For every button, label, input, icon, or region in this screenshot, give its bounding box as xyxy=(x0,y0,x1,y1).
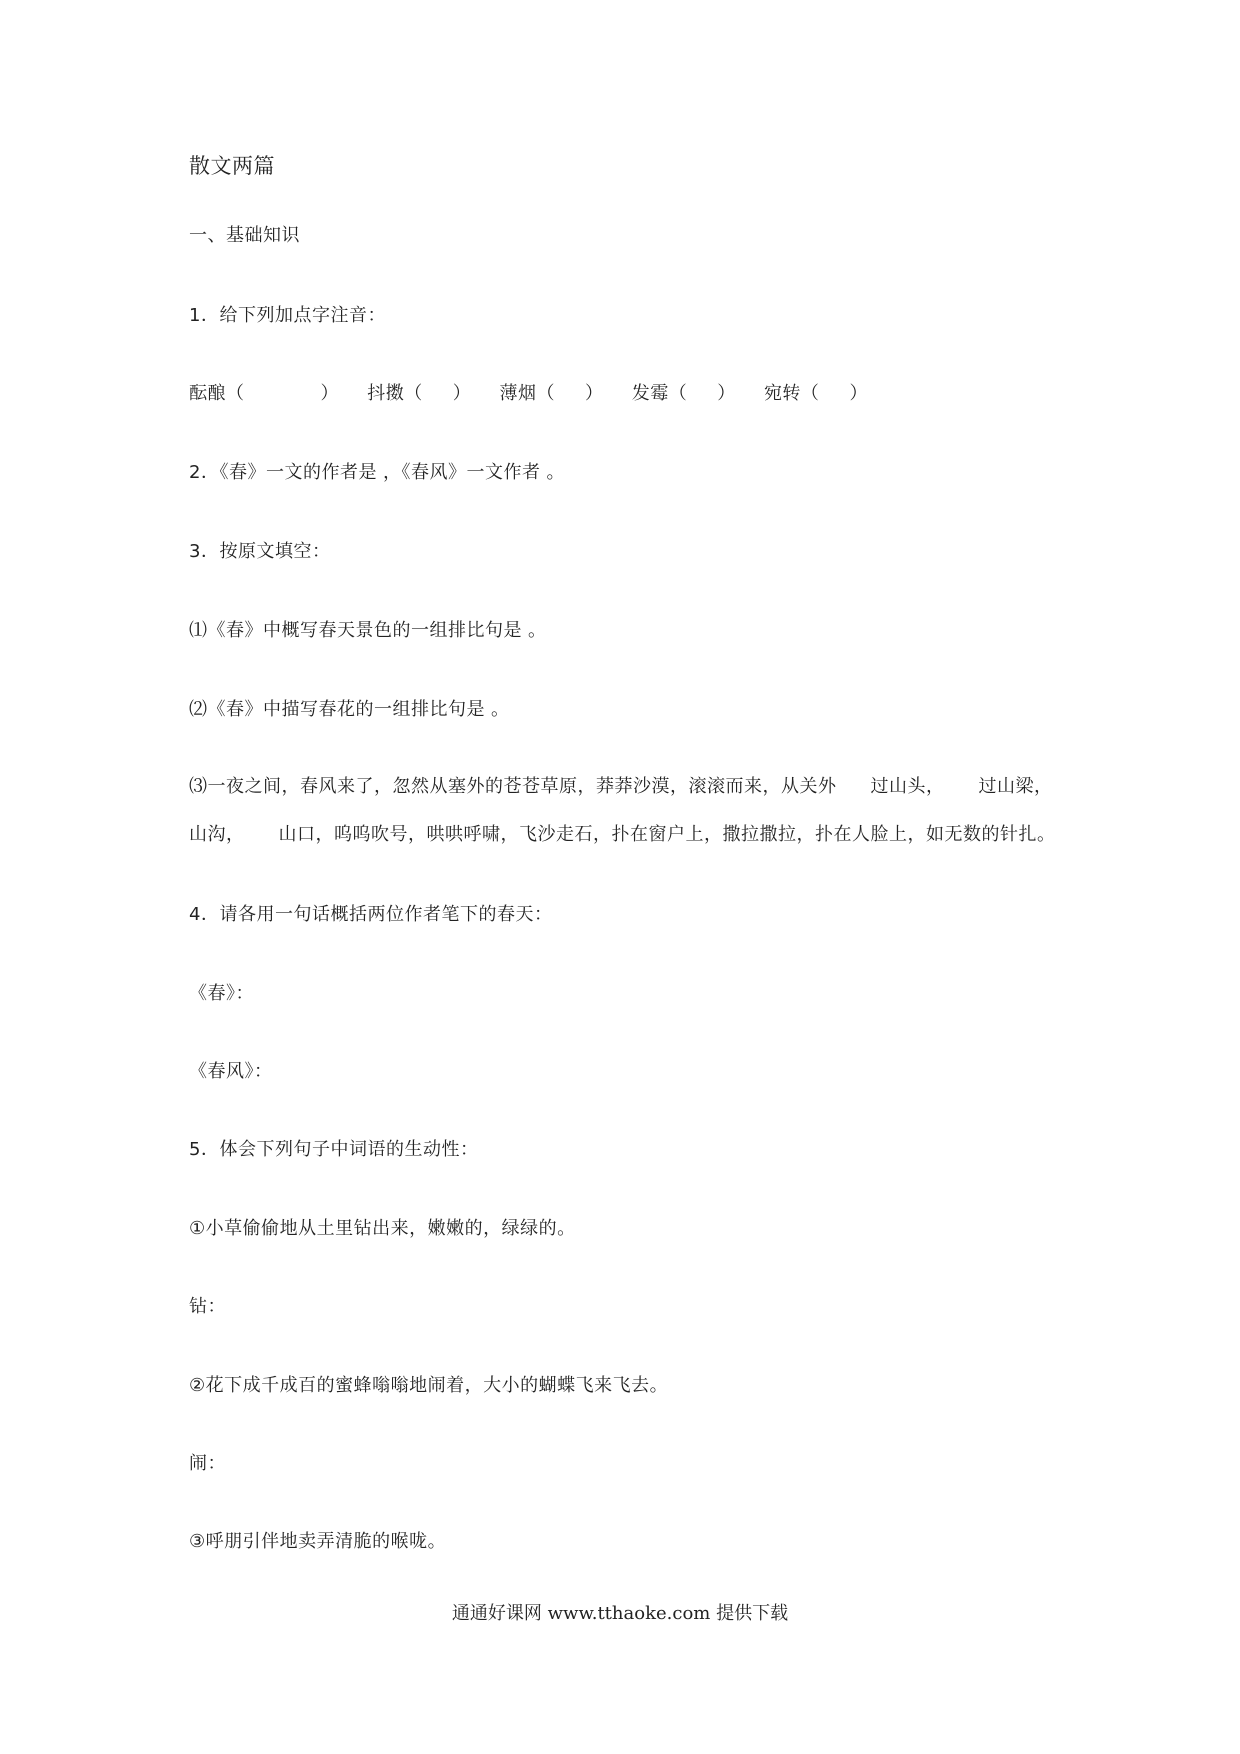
question-3-sub3-line1 xyxy=(189,775,1053,799)
section-heading-basics: 一、基础知识 xyxy=(189,225,300,246)
question-3-sub1-end: 。 xyxy=(528,620,547,641)
phonetic-item-word: 宛转（ xyxy=(763,383,820,404)
question-3-sub3-text-c: 过山梁， xyxy=(978,776,1053,797)
question-2 xyxy=(189,461,565,485)
question-5-prompt: 5．体会下列句子中词语的生动性： xyxy=(189,1139,479,1160)
phonetic-item-word: 薄烟（ xyxy=(499,383,555,404)
question-2-part2: ，《春风》一文作者 xyxy=(382,462,541,483)
question-3-sub2-text: ⑵《春》中描写春花的一组排比句是 xyxy=(189,699,485,720)
page-footer: 通通好课网 www.tthaoke.com 提供下载 xyxy=(451,1603,789,1624)
question-5-sentence-2: ②花下成千成百的蜜蜂嗡嗡地闹着，大小的蝴蝶飞来飞去。 xyxy=(189,1375,669,1396)
question-5-sentence-3: ③呼朋引伴地卖弄清脆的喉咙。 xyxy=(189,1531,447,1552)
question-5-sentence-1: ①小草偷偷地从土里钻出来，嫩嫩的，绿绿的。 xyxy=(189,1218,576,1239)
question-3-sub3-text-a: ⑶一夜之间，春风来了，忽然从塞外的苍苍草原，莽莽沙漠，滚滚而来，从关外 xyxy=(189,776,837,797)
question-3-prompt: 3．按原文填空： xyxy=(189,541,331,562)
question-3-sub2 xyxy=(189,698,510,722)
phonetic-item-close: ） xyxy=(849,383,868,404)
question-3-sub3-text-d: 山沟， xyxy=(189,824,245,845)
phonetic-item-close: ） xyxy=(452,383,472,404)
question-3-sub3-text-e: 山口，呜呜吹号，哄哄呼啸，飞沙走石，扑在窗户上，撒拉撒拉，扑在人脸上，如无数的针扎。 xyxy=(278,824,1056,845)
page-title: 散文两篇 xyxy=(189,154,275,178)
question-4-prompt: 4．请各用一句话概括两位作者笔下的春天： xyxy=(189,904,553,925)
question-1-items xyxy=(189,382,868,406)
question-2-part3: 。 xyxy=(546,462,565,483)
phonetic-item-word: 发霉（ xyxy=(631,383,688,404)
question-3-sub1 xyxy=(189,619,547,643)
question-3-sub1-text: ⑴《春》中概写春天景色的一组排比句是 xyxy=(189,620,522,641)
question-3-sub3-line2 xyxy=(189,823,1056,847)
question-3-sub2-end: 。 xyxy=(491,699,510,720)
question-2-part1: 2．《春》一文的作者是 xyxy=(189,462,377,483)
question-4-answer-chunfeng: 《春风》： xyxy=(189,1061,273,1082)
phonetic-item-close: ） xyxy=(320,383,339,404)
question-4-answer-chun: 《春》： xyxy=(189,983,254,1004)
phonetic-item-close: ） xyxy=(584,383,604,404)
question-3-sub3-text-b: 过山头， xyxy=(870,776,945,797)
phonetic-item-word: 抖擞（ xyxy=(367,383,423,404)
phonetic-item-close: ） xyxy=(717,383,736,404)
question-5-word-2: 闹： xyxy=(189,1453,226,1474)
phonetic-item-word: 酝酿（ xyxy=(189,383,245,404)
question-1-prompt: 1．给下列加点字注音： xyxy=(189,305,386,326)
question-5-word-1: 钻： xyxy=(189,1296,226,1317)
